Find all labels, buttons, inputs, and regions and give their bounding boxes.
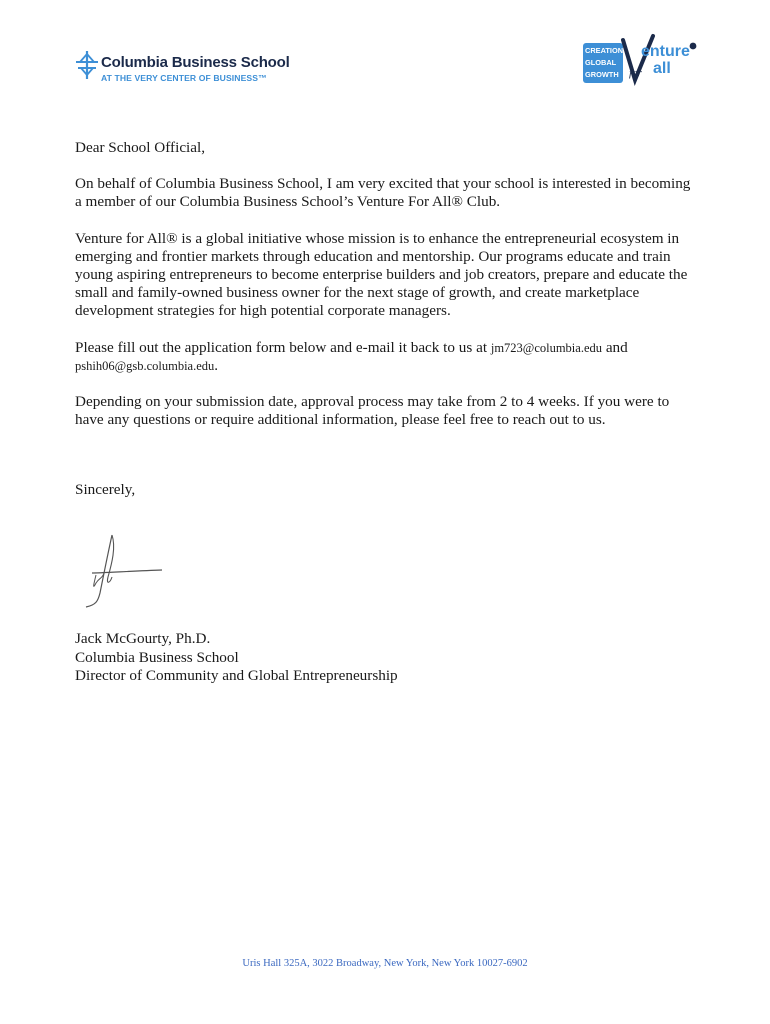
vfa-wordmark-icon <box>583 30 697 86</box>
email-link-primary[interactable]: jm723@columbia.edu <box>490 340 603 355</box>
paragraph-approval: Depending on your submission date, approval process may take from 2 to 4 weeks. If you were to have any questions or require additional information, please feel free to reach out to us. <box>75 393 670 429</box>
paragraph-mission: Venture for All® is a global initiative whose mission is to enhance the entrepreneurial ecosystem in emerging and frontier markets through education and mentorship. Our programs educate and train young aspiring entrepreneurs to become enterprise builders and job creators, prepare and educate the small and family-owned business owner for the next stage of growth, and create marketplace development strategies for high potential corporate managers. <box>75 229 688 320</box>
email-link-secondary[interactable]: pshih06@gsb.columbia.edu <box>75 358 215 373</box>
paragraph-intro: On behalf of Columbia Business School, I am very excited that your school is interested in becoming a member of our Columbia Business School’s Venture For All® Club. <box>75 175 691 211</box>
salutation: Dear School Official, <box>75 139 206 156</box>
institution-tagline: AT THE VERY CENTER OF BUSINESS™ <box>101 73 267 83</box>
letter-body <box>75 139 695 447</box>
paragraph-application: Please fill out the application form below and e-mail it back to us at jm723@columbia.edu and pshih06@gsb.columbia.edu. <box>75 338 628 374</box>
signer-name: Jack McGourty, Ph.D. <box>75 630 211 647</box>
signer-title: Director of Community and Global Entrepreneurship <box>75 667 398 685</box>
handwritten-signature-icon <box>82 533 172 613</box>
footer-address: Uris Hall 325A, 3022 Broadway, New York, New York 10027-6902 <box>242 958 528 969</box>
vfa-tagline-box: CREATION GLOBAL GROWTH <box>583 43 623 83</box>
svg-text:for: for <box>629 67 642 79</box>
signer-organization: Columbia Business School <box>75 648 239 666</box>
institution-name: Columbia Business School <box>101 54 290 71</box>
svg-text:enture: enture <box>641 43 690 60</box>
closing: Sincerely, <box>75 481 136 498</box>
signer-block <box>75 630 398 686</box>
columbia-business-school-logo <box>74 48 304 88</box>
svg-text:all: all <box>653 60 671 77</box>
venture-for-all-logo <box>583 30 697 86</box>
columbia-crown-mark-icon <box>74 50 100 80</box>
